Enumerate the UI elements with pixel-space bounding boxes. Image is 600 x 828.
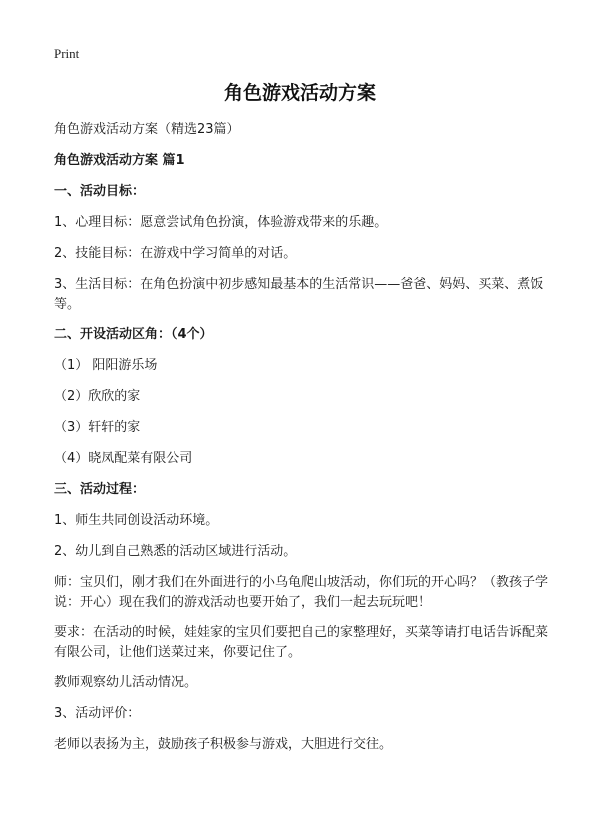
paragraph: （4）晓凤配菜有限公司 <box>54 451 193 466</box>
paragraph: 3、活动评价： <box>54 706 141 721</box>
document-title: 角色游戏活动方案 <box>223 82 376 104</box>
section-heading: 三、活动过程： <box>54 482 146 497</box>
paragraph: 师：宝贝们，刚才我们在外面进行的小乌龟爬山坡活动，你们玩的开心吗？（教孩子学说：开心）现在我们的游戏活动也要开始了，我们一起去玩玩吧！ <box>54 575 549 610</box>
paragraph: 教师观察幼儿活动情况。 <box>54 675 198 690</box>
paragraph: 要求：在活动的时候，娃娃家的宝贝们要把自己的家整理好，买菜等请打电话告诉配菜有限公司，让他们送菜过来，你要记住了。 <box>54 625 549 660</box>
paragraph: 2、技能目标：在游戏中学习简单的对话。 <box>54 246 297 261</box>
paragraph: 老师以表扬为主，鼓励孩子积极参与游戏，大胆进行交往。 <box>54 737 393 752</box>
paragraph: （1） 阳阳游乐场 <box>54 358 158 373</box>
paragraph: 2、幼儿到自己熟悉的活动区域进行活动。 <box>54 544 297 559</box>
print-label: Print <box>54 46 80 61</box>
section-heading: 二、开设活动区角：（4个） <box>54 327 213 342</box>
section-heading: 角色游戏活动方案 篇1 <box>54 153 185 168</box>
section-heading: 一、活动目标： <box>54 184 146 199</box>
paragraph: 角色游戏活动方案（精选23篇） <box>54 122 240 137</box>
paragraph: 1、心理目标：愿意尝试角色扮演，体验游戏带来的乐趣。 <box>54 215 388 230</box>
paragraph: 1、师生共同创设活动环境。 <box>54 513 219 528</box>
paragraph: （3）轩轩的家 <box>54 420 141 435</box>
paragraph: （2）欣欣的家 <box>54 389 141 404</box>
paragraph: 3、生活目标：在角色扮演中初步感知最基本的生活常识——爸爸、妈妈、买菜、煮饭等。 <box>54 277 544 312</box>
